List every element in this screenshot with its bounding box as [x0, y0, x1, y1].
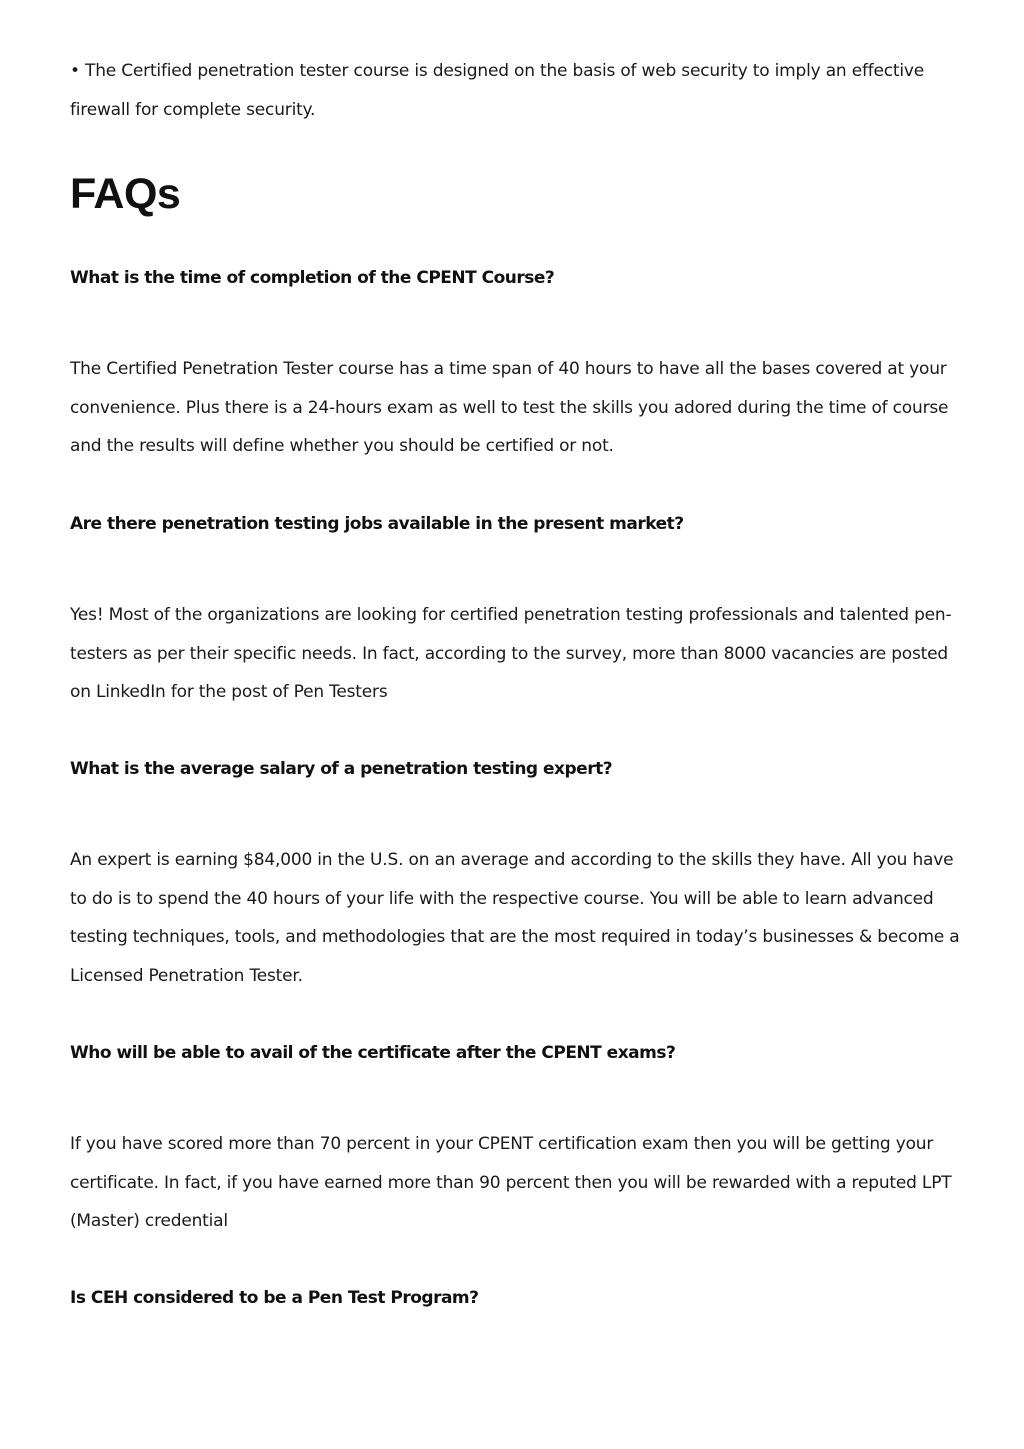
faq-answer: An expert is earning $84,000 in the U.S. on an average and according to the skills they have. All you have to do is to spend the 40 hours of your life with the respective course. You will be able to learn advanced testing techniques, tools, and methodologies that are the most required in today’s businesses & become a Licensed Penetration Tester. [70, 850, 960, 986]
intro-bullet-paragraph: • The Certified penetration tester course is designed on the basis of web security to imply an effective firewall for complete security. [70, 61, 925, 120]
faq-answer: If you have scored more than 70 percent in your CPENT certification exam then you will be getting your certificate. In fact, if you have earned more than 90 percent then you will be rewarded with a reputed LPT (Master) credential [70, 1134, 952, 1231]
faq-question: Is CEH considered to be a Pen Test Program? [70, 1288, 479, 1308]
faq-answer: The Certified Penetration Tester course has a time span of 40 hours to have all the bases covered at your convenience. Plus there is a 24-hours exam as well to test the skills you adored during the time of course and the results will define whether you should be certified or not. [70, 359, 949, 456]
faq-item-jobs-available [70, 512, 960, 712]
faq-question: Who will be able to avail of the certificate after the CPENT exams? [70, 1043, 676, 1063]
faq-answer: Yes! Most of the organizations are looking for certified penetration testing professionals and talented pen-testers as per their specific needs. In fact, according to the survey, more than 8000 vacancies are posted on LinkedIn for the post of Pen Testers [70, 605, 952, 702]
faq-question: Are there penetration testing jobs available in the present market? [70, 514, 684, 534]
faq-item-completion-time [70, 266, 960, 466]
faq-question: What is the time of completion of the CPENT Course? [70, 268, 555, 288]
faq-item-average-salary [70, 757, 960, 995]
faq-heading: FAQs [70, 170, 181, 218]
faq-item-ceh-pen-test [70, 1286, 960, 1310]
faq-question: What is the average salary of a penetration testing expert? [70, 759, 613, 779]
faq-item-certificate-eligibility [70, 1041, 960, 1241]
